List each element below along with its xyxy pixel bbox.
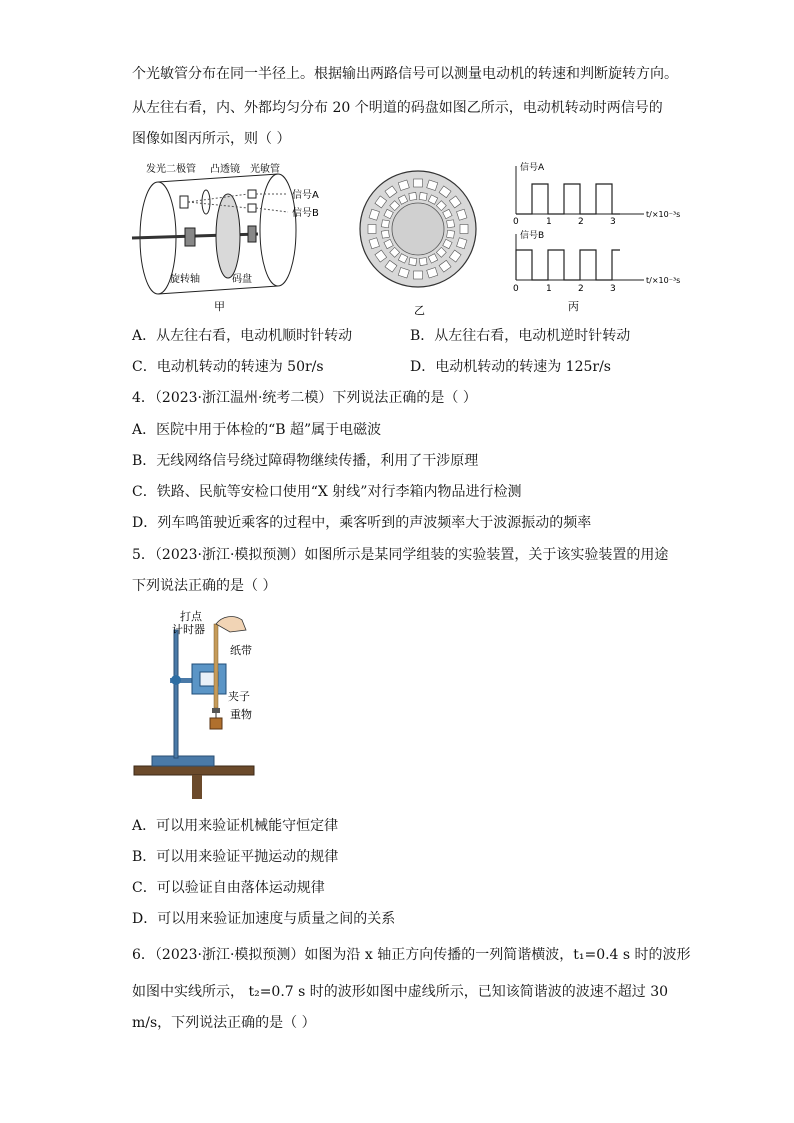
weight xyxy=(210,718,222,729)
q5-stem-line1: 5．（2023·浙江·模拟预测）如图所示是某同学组装的实验装置，关于该实验装置的用途 xyxy=(132,547,669,563)
tick-b-2: 2 xyxy=(578,284,584,294)
label-signal-a: 信号A xyxy=(292,190,319,201)
q3-text-line3: 图像如图丙所示，则（ ） xyxy=(132,131,291,147)
tick-b-0: 0 xyxy=(513,284,519,294)
label-lens: 凸透镜 xyxy=(210,164,240,175)
photo-tube-a xyxy=(248,190,256,198)
disc-outer-slot xyxy=(368,225,376,234)
label-tape: 纸带 xyxy=(230,644,252,657)
figure-jia xyxy=(128,160,338,320)
tick-a-0: 0 xyxy=(513,217,519,227)
q3-option-b[interactable]: B．从左往右看，电动机逆时针转动 xyxy=(410,328,631,344)
caption-bing: 丙 xyxy=(568,300,579,313)
label-clip: 夹子 xyxy=(228,690,250,703)
label-led: 发光二极管 xyxy=(146,164,196,175)
convex-lens xyxy=(202,190,210,214)
caption-yi: 乙 xyxy=(414,304,425,317)
q4-option-b[interactable]: B．无线网络信号绕过障碍物继续传播，利用了干涉原理 xyxy=(132,453,479,469)
clip xyxy=(212,708,220,713)
disc-inner xyxy=(392,203,444,255)
q3-option-a[interactable]: A．从左往右看，电动机顺时针转动 xyxy=(132,328,353,344)
signal-a-waveform xyxy=(516,184,620,214)
cylinder-right-end xyxy=(260,174,296,286)
signal-b-label: 信号B xyxy=(520,231,545,241)
axis-label-a: t/×10⁻³s xyxy=(646,210,681,219)
q5-option-b[interactable]: B．可以用来验证平抛运动的规律 xyxy=(132,849,339,865)
cylinder-top-edge xyxy=(158,174,278,182)
tick-b-3: 3 xyxy=(610,284,616,294)
q5-option-c[interactable]: C．可以验证自由落体运动规律 xyxy=(132,880,325,896)
disc-outer-slot xyxy=(460,225,468,234)
axis-label-b: t/×10⁻³s xyxy=(646,276,681,285)
table-top xyxy=(134,766,254,775)
tick-a-2: 2 xyxy=(578,217,584,227)
q4-stem: 4．（2023·浙江温州·统考二模）下列说法正确的是（ ） xyxy=(132,390,477,406)
disc-inner-slot xyxy=(419,258,427,266)
tick-b-1: 1 xyxy=(546,284,552,294)
disc-inner-slot xyxy=(447,220,455,228)
disc-outer-slot xyxy=(414,271,423,279)
q3-option-c[interactable]: C．电动机转动的转速为 50r/s xyxy=(132,359,324,375)
stand-base xyxy=(152,756,214,766)
shaft-coupling-2 xyxy=(248,226,256,242)
figure-bing xyxy=(508,160,694,318)
figure-q5-apparatus xyxy=(130,608,270,800)
disc-inner-slot xyxy=(381,230,389,238)
q3-text-line1: 个光敏管分布在同一半径上。根据输出两路信号可以测量电动机的转速和判断旋转方向。 xyxy=(132,66,678,82)
label-shaft: 旋转轴 xyxy=(170,274,200,285)
q4-option-a[interactable]: A．医院中用于体检的“B 超”属于电磁波 xyxy=(132,422,382,438)
q5-option-a[interactable]: A．可以用来验证机械能守恒定律 xyxy=(132,818,339,834)
shaft-coupling-1 xyxy=(185,228,195,246)
q4-option-d[interactable]: D．列车鸣笛驶近乘客的过程中，乘客听到的声波频率大于波源振动的频率 xyxy=(132,515,592,531)
figure-yi xyxy=(356,168,486,320)
label-disc: 码盘 xyxy=(232,274,252,285)
q6-text-line2: 如图中实线所示， t₂=0.7 s 时的波形如图中虚线所示，已知该简谐波的波速不超过 30 xyxy=(132,984,669,1000)
led xyxy=(180,196,188,208)
q5-option-d[interactable]: D．可以用来验证加速度与质量之间的关系 xyxy=(132,911,396,927)
photo-tube-b xyxy=(248,204,256,212)
q3-option-d[interactable]: D．电动机转动的转速为 125r/s xyxy=(410,359,611,375)
cylinder-bottom-edge xyxy=(158,286,278,294)
label-weight: 重物 xyxy=(230,708,252,721)
q6-text-line3: m/s，下列说法正确的是（ ） xyxy=(132,1015,316,1031)
label-timer-line2: 计时器 xyxy=(172,623,205,636)
label-photo: 光敏管 xyxy=(250,164,280,175)
stand-rod xyxy=(174,630,178,758)
tick-a-3: 3 xyxy=(610,217,616,227)
table-leg xyxy=(192,775,202,799)
disc-inner-slot xyxy=(409,192,417,200)
q4-option-c[interactable]: C．铁路、民航等安检口使用“X 射线”对行李箱内物品进行检测 xyxy=(132,484,522,500)
disc-inner-slot xyxy=(409,258,417,266)
disc-inner-slot xyxy=(419,192,427,200)
paper-tape xyxy=(214,624,218,708)
q5-stem-line2: 下列说法正确的是（ ） xyxy=(132,578,277,594)
q6-text-line1: 6．（2023·浙江·模拟预测）如图为沿 x 轴正方向传播的一列简谐横波，t₁=0.4 s 时的波形 xyxy=(132,947,691,963)
caption-jia: 甲 xyxy=(214,300,225,313)
q3-text-line2: 从左往右看，内、外都均匀分布 20 个明道的码盘如图乙所示，电动机转动时两信号的 xyxy=(132,100,663,116)
signal-b-waveform xyxy=(516,250,620,280)
clamp-knob xyxy=(171,675,181,685)
disc-inner-slot xyxy=(447,230,455,238)
label-signal-b: 信号B xyxy=(292,208,319,219)
hand-icon xyxy=(216,617,246,632)
label-timer-line1: 打点 xyxy=(180,610,202,623)
disc-inner-slot xyxy=(381,220,389,228)
signal-a-label: 信号A xyxy=(520,163,545,173)
tick-a-1: 1 xyxy=(546,217,552,227)
disc-outer-slot xyxy=(414,179,423,187)
